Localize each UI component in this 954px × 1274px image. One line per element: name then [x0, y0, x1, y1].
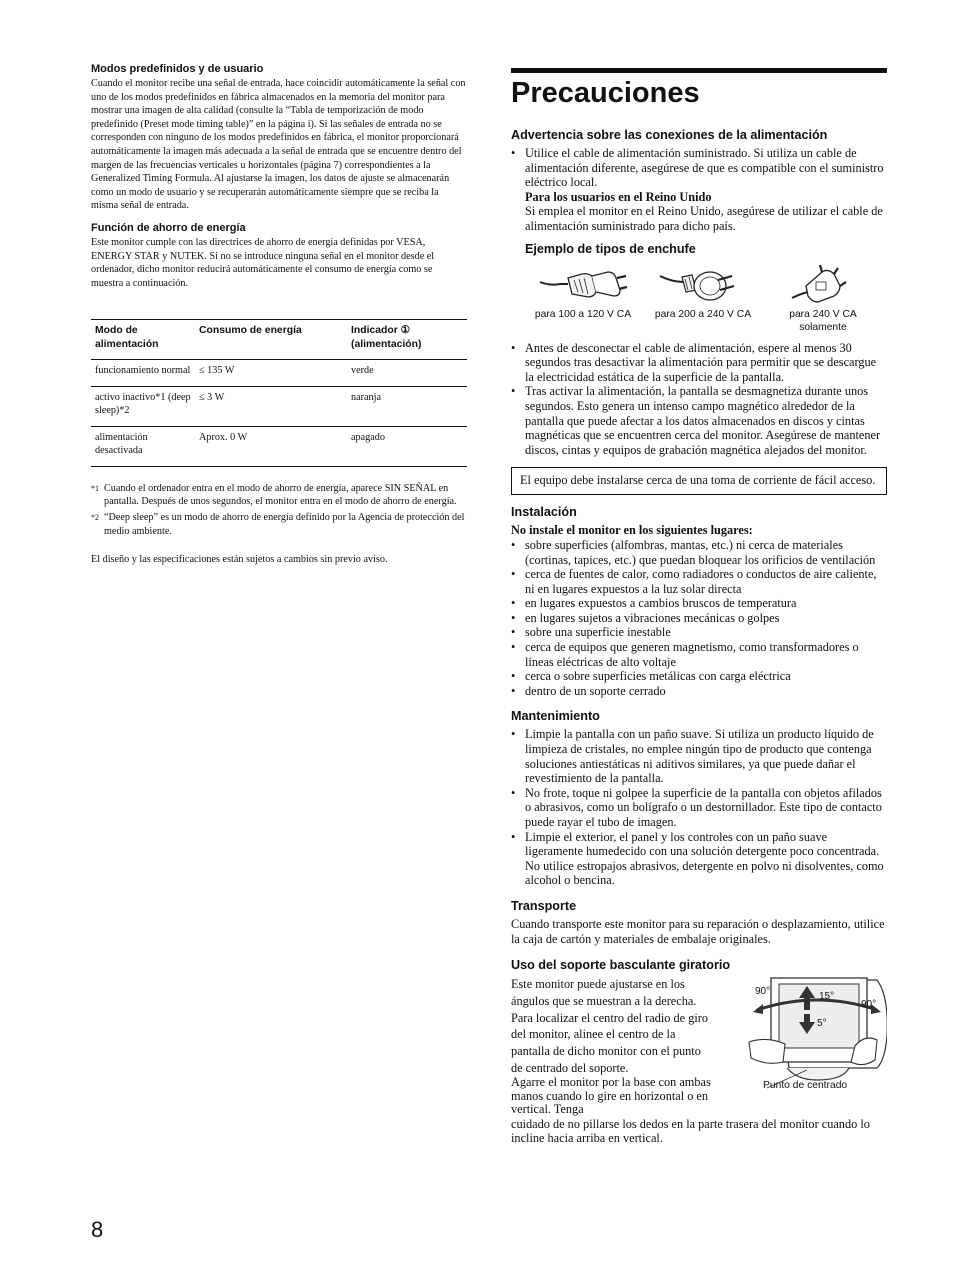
tilt-text [511, 976, 713, 1117]
footnote-text: Cuando el ordenador entra en el modo de ahorro de energía, aparece SIN SEÑAL en pantalla. Después de unos segundos, el monitor entra en el modo de ahorro de energía. [104, 482, 457, 508]
list-item: • sobre superficies (alfombras, mantas, etc.) ni cerca de materiales (cortinas, tapices, etc.) que puedan bloquear los orificios de ventilación [511, 538, 887, 567]
center-point-label: Punto de centrado [763, 1080, 848, 1092]
install-list [511, 538, 887, 699]
install-heading: Instalación [511, 505, 577, 520]
power-warning-heading: Advertencia sobre las conexiones de la alimentación [511, 128, 828, 142]
table-header-row [91, 320, 467, 360]
plug-us-icon [538, 264, 628, 306]
title-rule [511, 68, 887, 73]
list-item: • cerca de fuentes de calor, como radiadores o conductos de aire caliente, ni en lugares expuestos a la luz solar directa [511, 567, 887, 596]
plug-caption: para 240 V CA solamente [789, 308, 857, 333]
left-column [91, 63, 467, 567]
table-cell: activo inactivo*1 (deep sleep)*2 [95, 391, 191, 417]
tilt-caution-text: cuidado de no pillarse los dedos en la parte trasera del monitor cuando lo incline hacia arriba en vertical. [511, 1116, 870, 1146]
transport-heading: Transporte [511, 898, 577, 913]
list-item: • Antes de desconectar el cable de alimentación, espere al menos 30 segundos tras desactivar la alimentación para permitir que se descargue la electricidad estática de la superficie de la pantalla. [511, 341, 887, 385]
plug-examples [511, 264, 879, 334]
maintenance-list [511, 727, 887, 888]
table-header: Consumo de energía [199, 325, 302, 337]
plug-uk-icon [778, 264, 868, 306]
tilt-grip-text: Agarre el monitor por la base con ambas manos cuando lo gire en horizontal o en vertical. Tenga [511, 1075, 711, 1117]
maintenance-heading: Mantenimiento [511, 709, 600, 724]
footnote-mark: *2 [91, 513, 99, 522]
list-item-text: Utilice el cable de alimentación suministrado. Si utiliza un cable de alimentación diferente, asegúrese de que es compatible con el suministro eléctrico local. [525, 146, 884, 190]
page-number: 8 [91, 1217, 104, 1242]
plug-caption: para 200 a 240 V CA [654, 308, 752, 320]
table-cell: ≤ 135 W [199, 365, 235, 377]
table-row [91, 360, 467, 387]
power-warning-list [511, 146, 887, 234]
uk-heading: Para los usuarios en el Reino Unido [525, 189, 712, 204]
install-subheading: No instale el monitor en los siguientes lugares: [511, 523, 753, 538]
footnote-2 [91, 511, 467, 538]
tilt-section [511, 976, 887, 1117]
uk-body: Si emplea el monitor en el Reino Unido, asegúrese de utilizar el cable de alimentación suministrado para dicho país. [525, 204, 883, 233]
table-header: Modo de alimentación [95, 325, 159, 350]
angle-up-label: 15° [819, 991, 835, 1003]
table-cell: funcionamiento normal [95, 365, 191, 377]
list-item: • sobre una superficie inestable [511, 625, 887, 640]
list-item [511, 146, 887, 234]
angle-right-label: 90° [861, 999, 877, 1011]
table-cell: naranja [351, 391, 381, 403]
table-row [91, 426, 467, 466]
list-item: • en lugares sujetos a vibraciones mecánicas o golpes [511, 611, 887, 626]
footnote-mark: *1 [91, 483, 99, 493]
power-notes-list [511, 341, 887, 458]
plug-type-c [767, 264, 879, 334]
modes-body: Cuando el monitor recibe una señal de entrada, hace coincidir automáticamente la señal con uno de los modos predefinidos en fábrica almacenados en la memoria del monitor para mostrar una imagen de alta calidad (consulte la “Tabla de temporización de modo predefinido (Preset mode timing table)” en la página i). Si las señales de entrada no se corresponden con ninguno de los modos predefinidos en fábrica, el monitor proporcionará automáticamente la imagen más adecuada a la señal de entrada que se encuentre dentro del margen de las frecuencias verticales u horizontales (página 7) correspondientes a la Generalized Timing Formula. Al ajustarse la imagen, los datos de ajuste se almacenarán como un modo de usuario y se recuperarán automáticamente siempre que se reciba la misma señal de entrada. [91, 78, 466, 212]
plug-type-a [527, 264, 639, 334]
list-item: • dentro de un soporte cerrado [511, 684, 887, 699]
list-item: • Limpie el exterior, el panel y los controles con un paño suave ligeramente humedecido con una solución detergente poco concentrada. No utilice estropajos abrasivos, detergente en polvo ni disolventes, como alcohol o bencina. [511, 830, 887, 888]
table-row [91, 386, 467, 426]
table-cell: verde [351, 365, 374, 377]
footnotes [91, 482, 467, 538]
list-item: • cerca de equipos que generen magnetismo, como transformadores o líneas eléctricas de alto voltaje [511, 640, 887, 669]
page-title: Precauciones [511, 77, 700, 109]
plug-type-b [647, 264, 759, 334]
table-cell: Aprox. 0 W [199, 431, 248, 443]
angle-left-label: 90° [755, 986, 771, 998]
modes-heading: Modos predefinidos y de usuario [91, 63, 264, 75]
power-table [91, 319, 467, 467]
power-saving-body: Este monitor cumple con las directrices de ahorro de energía definidas por VESA, ENERGY STAR y NUTEK. Si no se introduce ninguna señal en el monitor desde el ordenador, dicho monitor reducirá automáticamente el consumo de energía como se muestra a continuación. [91, 236, 435, 289]
list-item: • Tras activar la alimentación, la pantalla se desmagnetiza durante unos segundos. Esto genera un intenso campo magnético alrededor de la pantalla que puede afectar a los datos almacenados en discos y cintas magnéticas que se encuentren cerca del monitor. Asegúrese de mantener discos, cintas y equipos de grabación magnética alejados del monitor. [511, 384, 887, 457]
plug-caption: para 100 a 120 V CA [534, 308, 632, 320]
right-column [511, 68, 887, 1145]
plug-eu-icon [658, 264, 748, 306]
list-item: • cerca o sobre superficies metálicas con carga eléctrica [511, 669, 887, 684]
tilt-swivel-figure [727, 976, 887, 1106]
disclaimer: El diseño y las especificaciones están sujetos a cambios sin previo aviso. [91, 554, 388, 566]
note-box: El equipo debe instalarse cerca de una toma de corriente de fácil acceso. [511, 467, 887, 495]
tilt-swivel-heading: Uso del soporte basculante giratorio [511, 958, 731, 973]
plug-heading: Ejemplo de tipos de enchufe [525, 241, 696, 256]
tilt-body: Este monitor puede ajustarse en los ángulos que se muestran a la derecha. Para localizar el centro del radio de giro del monitor, alinee el centro de la pantalla de dicho monitor con el punto de centrado del soporte. [511, 977, 708, 1075]
table-cell: ≤ 3 W [199, 391, 225, 403]
table-header: Indicador ① (alimentación) [351, 325, 422, 350]
list-item: • No frote, toque ni golpee la superficie de la pantalla con objetos afilados o abrasivos, como un bolígrafo o un destornillador. Este tipo de contacto puede rayar el tubo de imagen. [511, 786, 887, 830]
footnote-1 [91, 482, 467, 509]
angle-down-label: 5° [817, 1018, 827, 1030]
list-item: • Limpie la pantalla con un paño suave. Si utiliza un producto líquido de limpieza de cristales, no emplee ningún tipo de producto que contenga soluciones antiestáticas ni aditivos similares, ya que puede dañar el revestimiento de la pantalla. [511, 727, 887, 785]
table-cell: alimentación desactivada [95, 431, 148, 457]
transport-body: Cuando transporte este monitor para su reparación o desplazamiento, utilice la caja de cartón y materiales de embalaje originales. [511, 916, 885, 946]
list-item: • en lugares expuestos a cambios bruscos de temperatura [511, 596, 887, 611]
power-saving-heading: Función de ahorro de energía [91, 221, 246, 234]
table-cell: apagado [351, 431, 385, 443]
footnote-text: “Deep sleep” es un modo de ahorro de energía definido por la Agencia de protección del medio ambiente. [104, 512, 465, 537]
